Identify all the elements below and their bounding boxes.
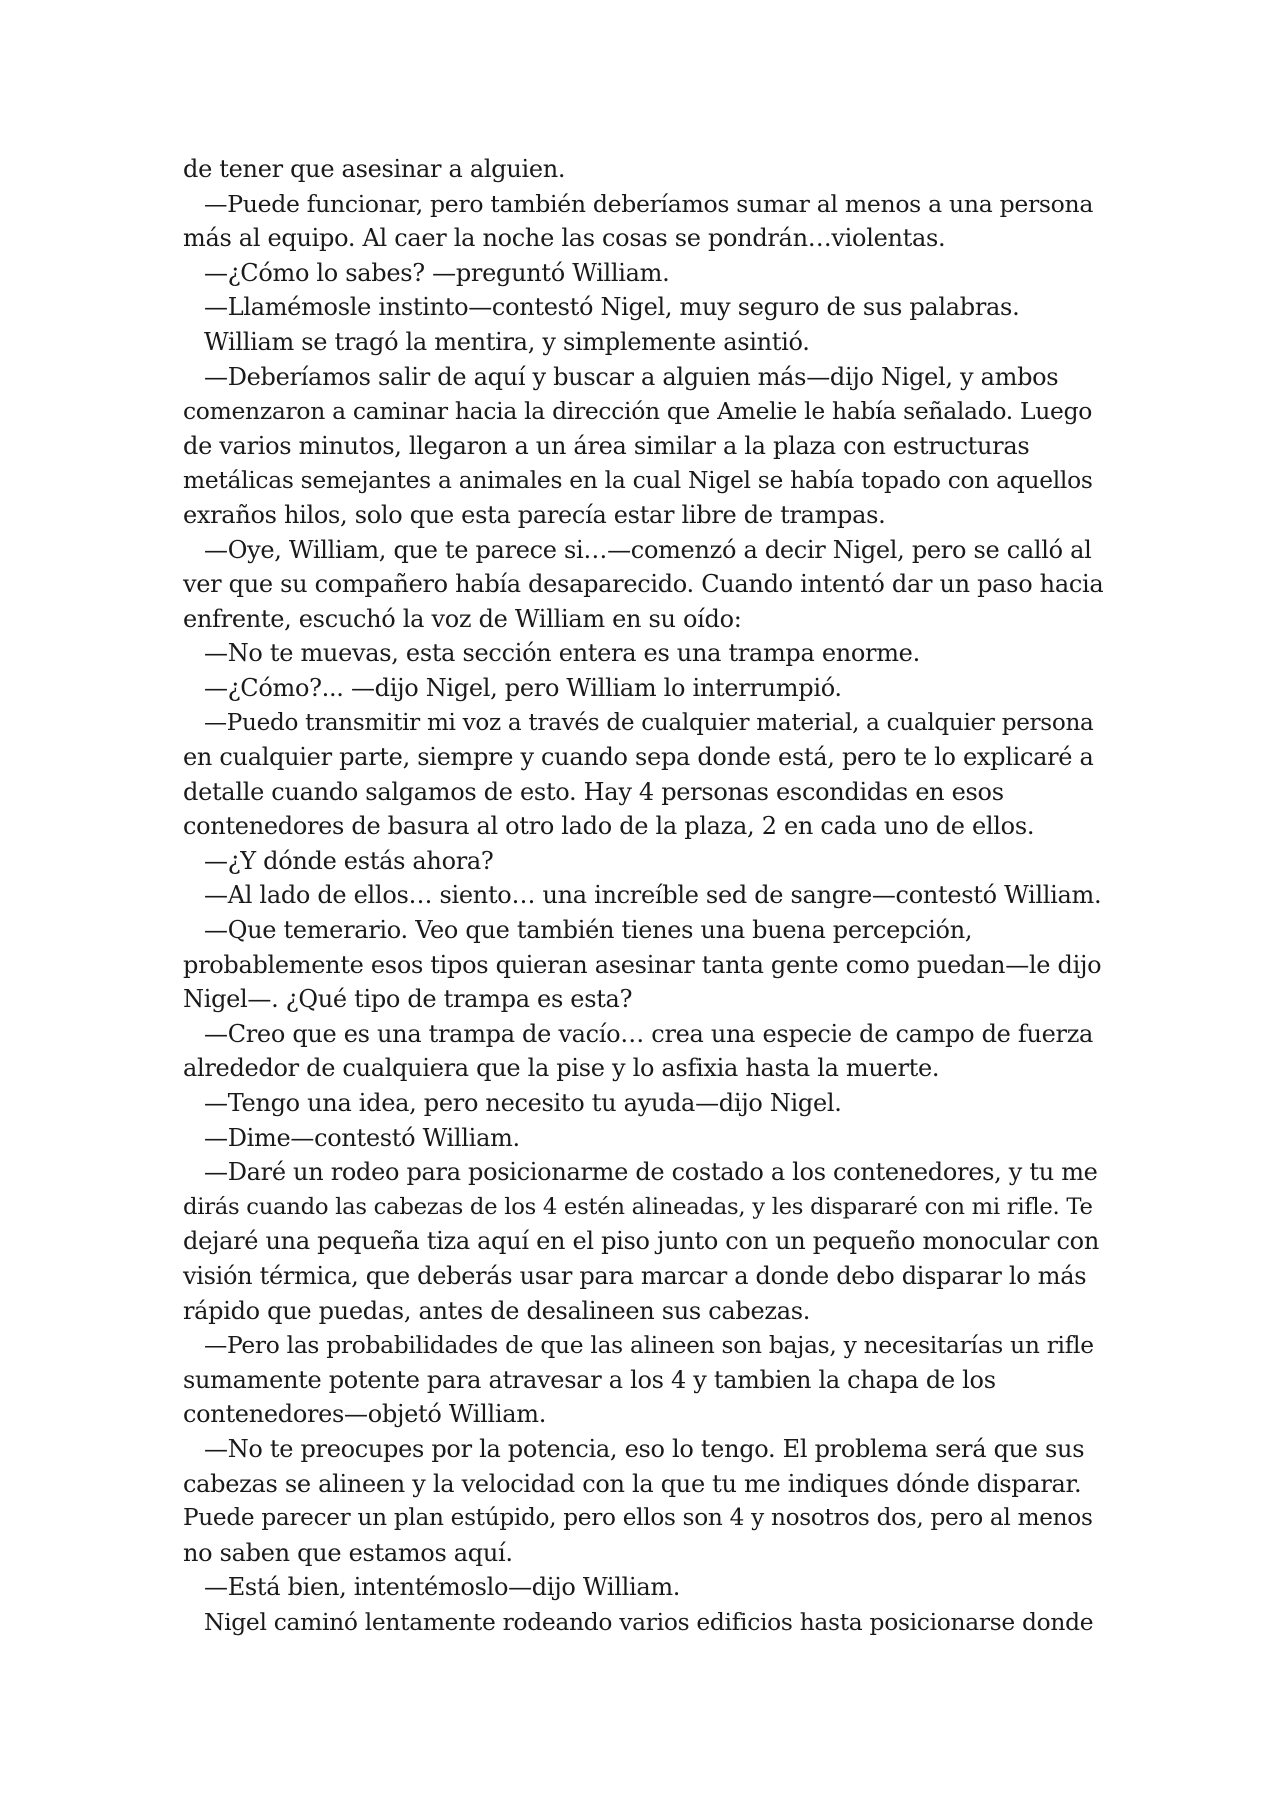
text-line: alrededor de cualquiera que la pise y lo asfixia hasta la muerte. bbox=[183, 1054, 940, 1083]
text-line: dirás cuando las cabezas de los 4 estén alineadas, y les dispararé con mi rifle. Te bbox=[183, 1193, 1093, 1220]
text-line: ver que su compañero había desaparecido. Cuando intentó dar un paso hacia bbox=[183, 570, 1104, 599]
text-line: William se tragó la mentira, y simplemente asintió. bbox=[204, 327, 810, 356]
text-line: cabezas se alineen y la velocidad con la que tu me indiques dónde disparar. bbox=[183, 1469, 1082, 1498]
text-line: —No te preocupes por la potencia, eso lo tengo. El problema será que sus bbox=[204, 1434, 1085, 1463]
text-line: —Oye, William, que te parece si…—comenzó a decir Nigel, pero se calló al bbox=[204, 535, 1092, 564]
text-line: —Puede funcionar, pero también deberíamos sumar al menos a una persona bbox=[204, 189, 1094, 218]
text-line: —No te muevas, esta sección entera es una trampa enorme. bbox=[204, 639, 920, 668]
text-line: en cualquier parte, siempre y cuando sepa donde está, pero te lo explicaré a bbox=[183, 743, 1094, 772]
text-line: de tener que asesinar a alguien. bbox=[183, 155, 566, 183]
text-line: enfrente, escuchó la voz de William en su oído: bbox=[183, 604, 742, 633]
text-line: —Al lado de ellos… siento… una increíble sed de sangre—contestó William. bbox=[204, 881, 1102, 910]
text-line: no saben que estamos aquí. bbox=[183, 1538, 513, 1567]
text-line: —Tengo una idea, pero necesito tu ayuda—dijo Nigel. bbox=[204, 1089, 842, 1118]
text-line: —Daré un rodeo para posicionarme de costado a los contenedores, y tu me bbox=[204, 1158, 1098, 1187]
text-line: —Llamémosle instinto—contestó Nigel, muy seguro de sus palabras. bbox=[204, 293, 1020, 322]
text-line: contenedores—objetó William. bbox=[183, 1400, 547, 1429]
text-line: exraños hilos, solo que esta parecía estar libre de trampas. bbox=[183, 500, 886, 529]
text-line: Nigel—. ¿Qué tipo de trampa es esta? bbox=[183, 985, 633, 1014]
text-line: Puede parecer un plan estúpido, pero ellos son 4 y nosotros dos, pero al menos bbox=[183, 1504, 1093, 1532]
text-line: —¿Y dónde estás ahora? bbox=[204, 846, 494, 875]
body-text bbox=[183, 152, 1103, 1640]
text-line: —Está bien, intentémoslo—dijo William. bbox=[204, 1573, 681, 1602]
text-line: —Pero las probabilidades de que las alineen son bajas, y necesitarías un rifle bbox=[204, 1331, 1094, 1360]
text-line: de varios minutos, llegaron a un área similar a la plaza con estructuras bbox=[183, 431, 1030, 460]
text-line: metálicas semejantes a animales en la cual Nigel se había topado con aquellos bbox=[183, 466, 1093, 495]
text-line: —Deberíamos salir de aquí y buscar a alguien más—dijo Nigel, y ambos bbox=[204, 362, 1059, 391]
text-line: —Puedo transmitir mi voz a través de cualquier material, a cualquier persona bbox=[204, 709, 1094, 736]
text-line: —Dime—contestó William. bbox=[204, 1123, 520, 1152]
text-line: Nigel caminó lentamente rodeando varios edificios hasta posicionarse donde bbox=[204, 1607, 1094, 1636]
text-line: comenzaron a caminar hacia la dirección que Amelie le había señalado. Luego bbox=[183, 397, 1093, 426]
text-line: más al equipo. Al caer la noche las cosas se pondrán…violentas. bbox=[183, 224, 946, 253]
text-line: —¿Cómo lo sabes? —preguntó William. bbox=[204, 258, 670, 287]
text-line: detalle cuando salgamos de esto. Hay 4 personas escondidas en esos bbox=[183, 777, 1004, 806]
text-line: dejaré una pequeña tiza aquí en el piso junto con un pequeño monocular con bbox=[183, 1227, 1099, 1256]
text-line: probablemente esos tipos quieran asesinar tanta gente como puedan—le dijo bbox=[183, 950, 1102, 979]
text-line: rápido que puedas, antes de desalineen sus cabezas. bbox=[183, 1296, 811, 1325]
text-line: —Que temerario. Veo que también tienes una buena percepción, bbox=[204, 916, 973, 945]
text-line: —¿Cómo?... —dijo Nigel, pero William lo interrumpió. bbox=[204, 673, 842, 702]
text-line: visión térmica, que deberás usar para marcar a donde debo disparar lo más bbox=[183, 1262, 1087, 1290]
text-line: —Creo que es una trampa de vacío… crea una especie de campo de fuerza bbox=[204, 1019, 1094, 1048]
text-line: contenedores de basura al otro lado de la plaza, 2 en cada uno de ellos. bbox=[183, 812, 1035, 841]
text-line: sumamente potente para atravesar a los 4 y tambien la chapa de los bbox=[183, 1365, 996, 1394]
